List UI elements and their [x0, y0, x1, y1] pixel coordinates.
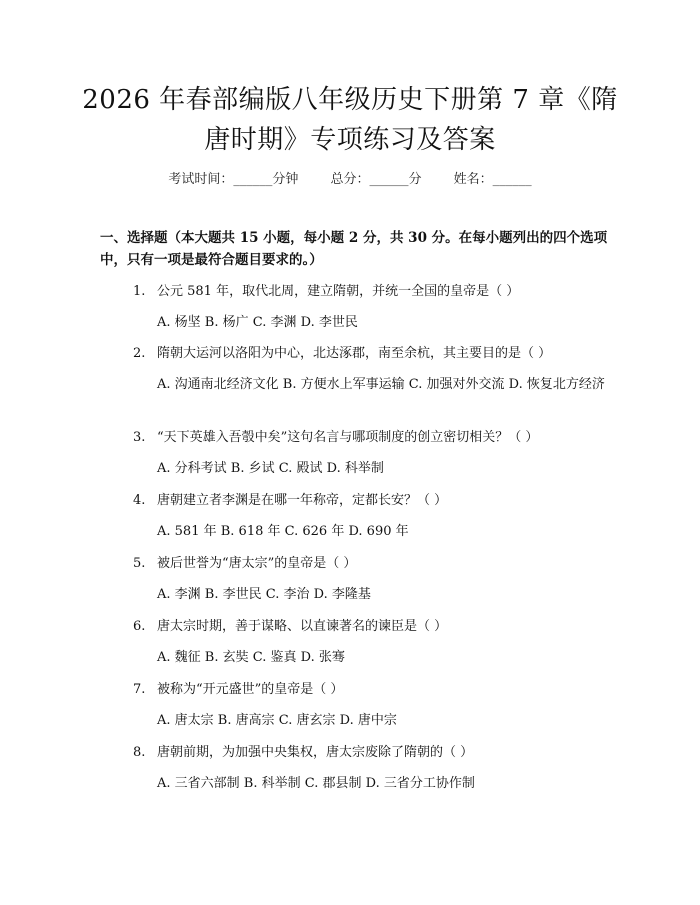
question-3-options [100, 458, 620, 480]
question-stem: “天下英雄入吾彀中矣”这句名言与哪项制度的创立密切相关？（ ） [157, 430, 539, 445]
question-6-options [100, 647, 620, 669]
options-text: A. 沟通南北经济文化 B. 方便水上军事运输 C. 加强对外交流 D. 恢复北方经济 [157, 377, 605, 392]
question-stem: 被称为“开元盛世”的皇帝是（ ） [157, 682, 344, 697]
question-7-options [100, 710, 620, 732]
question-stem: 公元 581 年，取代北周，建立隋朝，并统一全国的皇帝是（ ） [157, 284, 520, 299]
options-text: A. 魏征 B. 玄奘 C. 鉴真 D. 张骞 [157, 650, 345, 665]
question-stem: 唐朝建立者李渊是在哪一年称帝，定都长安？（ ） [157, 493, 448, 508]
options-text: A. 581 年 B. 618 年 C. 626 年 D. 690 年 [157, 524, 409, 539]
title-line-1: 2026 年春部编版八年级历史下册第 7 章《隋 [82, 85, 618, 115]
exam-total-score: 总分：______分 [330, 172, 422, 187]
question-number: 4. [133, 493, 146, 508]
question-number: 7. [133, 682, 146, 697]
question-stem: 唐朝前期，为加强中央集权，唐太宗废除了隋朝的（ ） [157, 745, 474, 760]
options-text: A. 唐太宗 B. 唐高宗 C. 唐玄宗 D. 唐中宗 [157, 713, 397, 728]
options-text: A. 李渊 B. 李世民 C. 李治 D. 李隆基 [157, 587, 371, 602]
question-stem: 隋朝大运河以洛阳为中心，北达涿郡，南至余杭，其主要目的是（ ） [157, 346, 552, 361]
options-text: A. 三省六部制 B. 科举制 C. 郡县制 D. 三省分工协作制 [157, 776, 475, 791]
exam-meta [0, 168, 700, 187]
question-number: 2. [133, 346, 146, 361]
question-8-options [100, 773, 620, 795]
options-text: A. 分科考试 B. 乡试 C. 殿试 D. 科举制 [157, 461, 384, 476]
question-2-options [100, 374, 620, 396]
question-1-options [100, 312, 620, 334]
exam-time: 考试时间：______分钟 [168, 172, 299, 187]
options-text: A. 杨坚 B. 杨广 C. 李渊 D. 李世民 [157, 315, 358, 330]
title-line-2: 唐时期》专项练习及答案 [204, 125, 496, 155]
exam-name: 姓名：______ [453, 172, 532, 187]
document-title [60, 80, 640, 160]
question-stem: 唐太宗时期，善于谋略、以直谏著名的谏臣是（ ） [157, 619, 448, 634]
question-4-options [100, 521, 620, 543]
question-number: 8. [133, 745, 146, 760]
question-stem: 被后世誉为“唐太宗”的皇帝是（ ） [157, 556, 357, 571]
section-heading: 一、选择题（本大题共 15 小题，每小题 2 分，共 30 分。在每小题列出的四个选项中，只有一项是最符合题目要求的。） [100, 230, 608, 268]
question-number: 3. [133, 430, 146, 445]
question-number: 1. [133, 284, 146, 299]
question-number: 5. [133, 556, 146, 571]
question-number: 6. [133, 619, 146, 634]
question-5-options [100, 584, 620, 606]
